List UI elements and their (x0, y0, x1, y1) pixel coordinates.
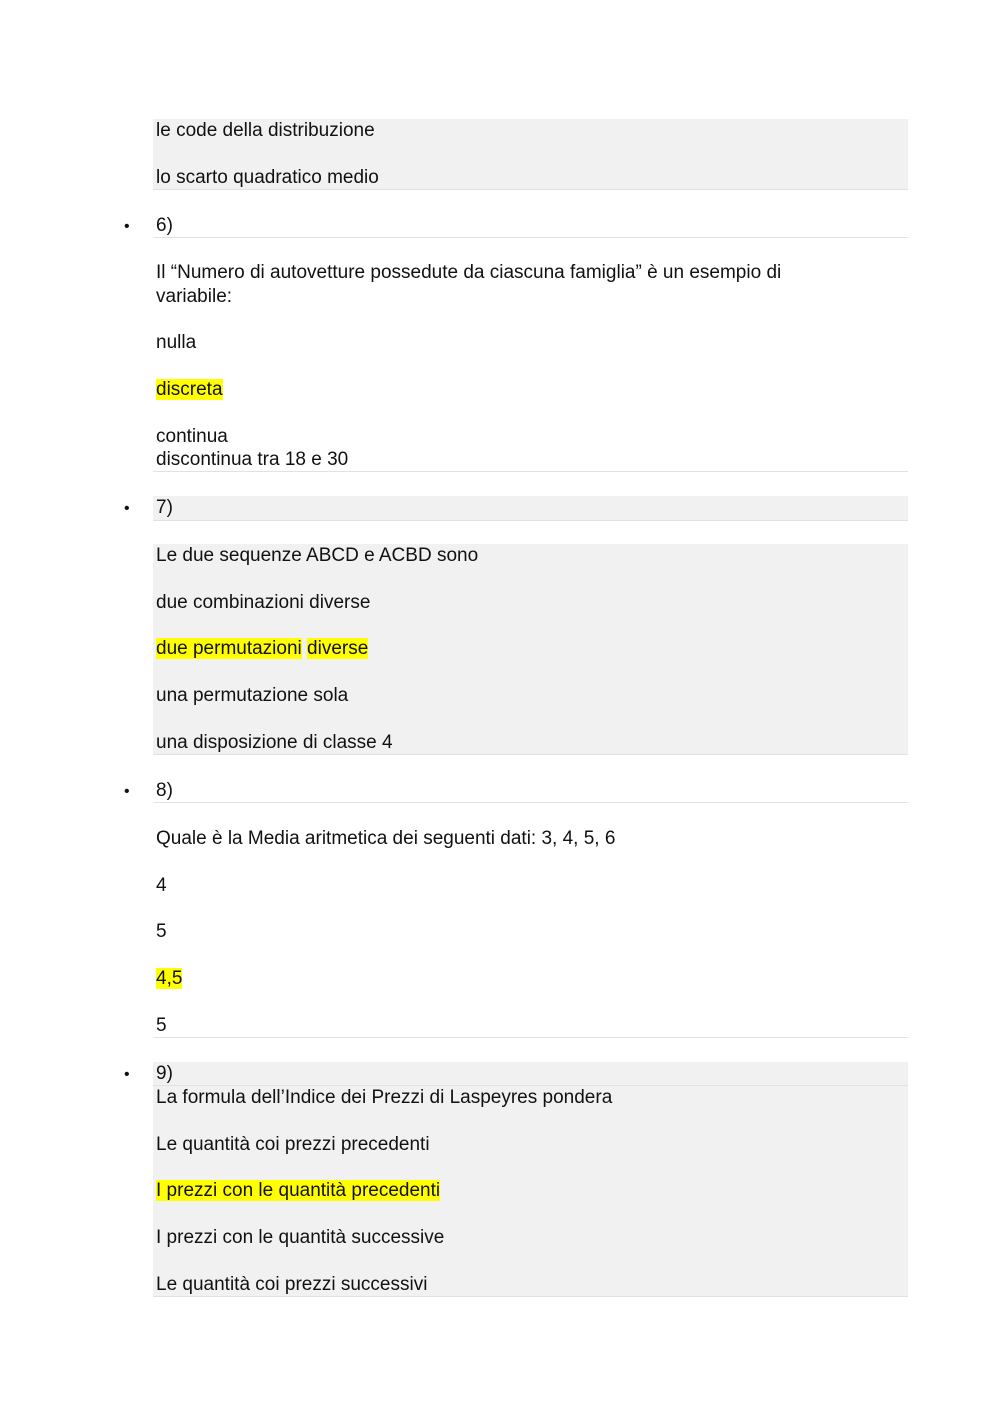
q8-option-3-highlighted (156, 967, 182, 990)
q7-option-3: una permutazione sola (156, 685, 349, 706)
q7-bullet: • (124, 500, 130, 517)
q8-bullet: • (124, 783, 130, 800)
q6-header-rule (153, 214, 908, 238)
q5-option-1: le code della distribuzione (156, 120, 375, 141)
q7-option-2-highlighted (156, 637, 368, 660)
q8-number: 8) (156, 780, 173, 801)
q9-header-panel (153, 1062, 908, 1086)
q9-number: 9) (156, 1063, 173, 1084)
q7-number: 7) (156, 497, 173, 518)
q8-options-rule (153, 1014, 908, 1038)
q6-question-line-2: variabile: (156, 286, 233, 307)
q8-option-4: 5 (156, 1015, 167, 1036)
answer-highlight: 4,5 (156, 968, 183, 989)
q8-question: Quale è la Media aritmetica dei seguenti dati: 3, 4, 5, 6 (156, 828, 616, 849)
q6-number: 6) (156, 215, 173, 236)
q7-header-panel (153, 496, 908, 521)
q6-option-1: nulla (156, 332, 197, 353)
q9-option-2-highlighted (156, 1179, 440, 1202)
answer-highlight: discreta (156, 379, 223, 400)
q9-question: La formula dell’Indice dei Prezzi di Laspeyres pondera (156, 1087, 613, 1108)
q8-option-1: 4 (156, 875, 167, 896)
q8-header-rule (153, 779, 908, 803)
q7-option-1: due combinazioni diverse (156, 592, 371, 613)
q5-option-2: lo scarto quadratico medio (156, 167, 379, 188)
q6-bullet: • (124, 218, 130, 235)
answer-highlight-part-1: due permutazioni (156, 638, 302, 659)
q9-bullet: • (124, 1066, 130, 1083)
q6-option-4: discontinua tra 18 e 30 (156, 449, 349, 470)
q6-option-3: continua (156, 426, 228, 447)
q9-option-3: I prezzi con le quantità successive (156, 1227, 445, 1248)
q7-question: Le due sequenze ABCD e ACBD sono (156, 545, 479, 566)
q6-question-line-1: Il “Numero di autovetture possedute da ciascuna famiglia” è un esempio di (156, 262, 782, 283)
q9-option-4: Le quantità coi prezzi successivi (156, 1274, 428, 1295)
q8-option-2: 5 (156, 921, 167, 942)
answer-highlight-part-2: diverse (307, 638, 369, 659)
answer-highlight: I prezzi con le quantità precedenti (156, 1180, 441, 1201)
q7-option-4: una disposizione di classe 4 (156, 732, 393, 753)
q6-option-2-highlighted (156, 378, 223, 401)
q9-option-1: Le quantità coi prezzi precedenti (156, 1134, 430, 1155)
